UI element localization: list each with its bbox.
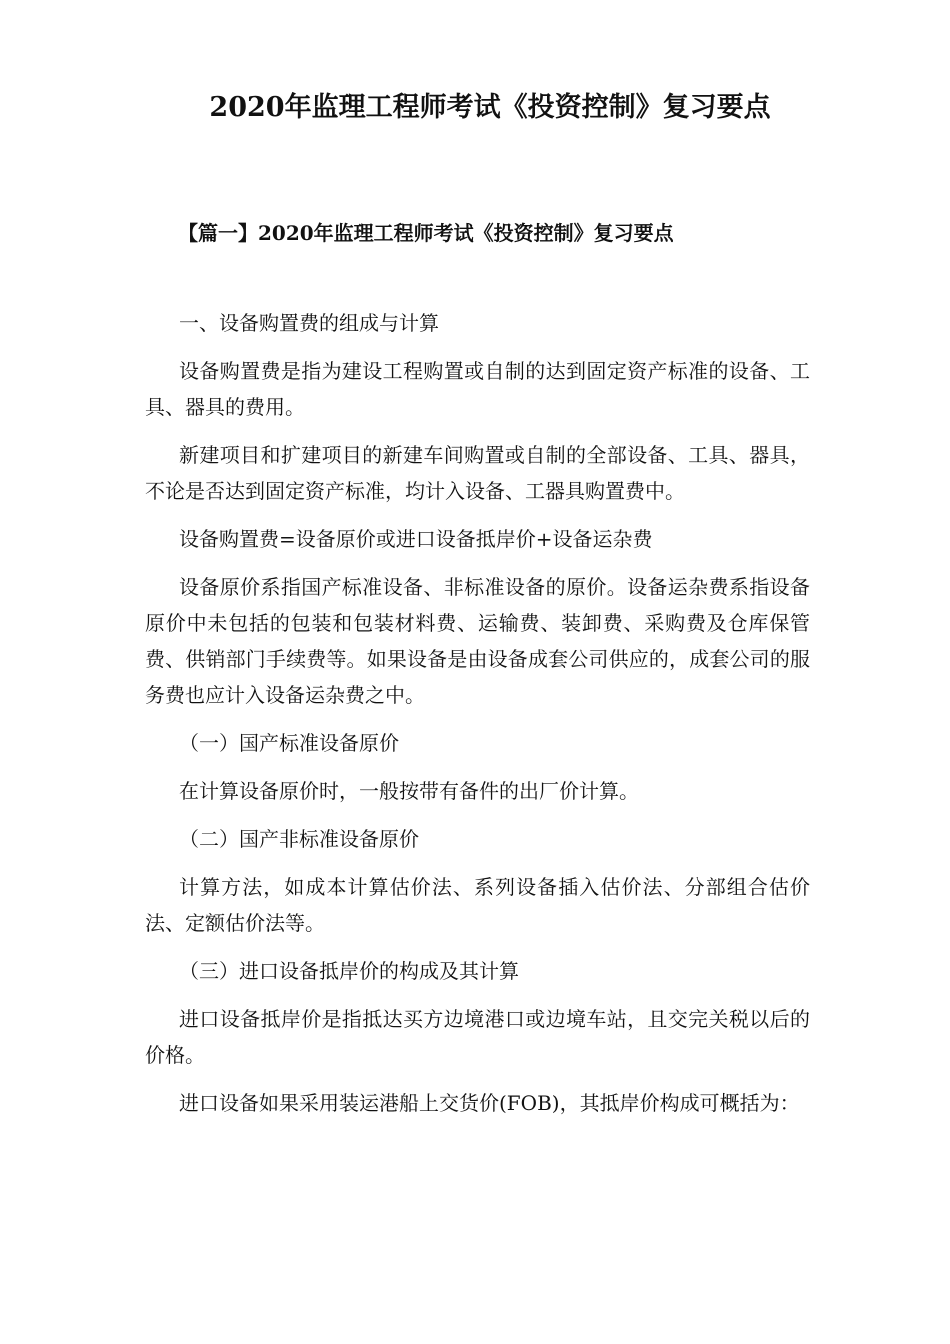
- subheading-import-price: （三）进口设备抵岸价的构成及其计算: [179, 959, 519, 983]
- formula-line: 设备购置费=设备原价或进口设备抵岸价+设备运杂费: [179, 527, 653, 551]
- paragraph: 设备原价系指国产标准设备、非标准设备的原价。设备运杂费系指设备原价中未包括的包装和包装材料费、运输费、装卸费、采购费及仓库保管费、供销部门手续费等。如果设备是由设备成套公司供应的，成套公司的服务费也应计入设备运杂费之中。: [145, 575, 810, 707]
- section-title: 【篇一】2020年监理工程师考试《投资控制》复习要点: [178, 221, 674, 245]
- subheading-domestic-nonstandard: （二）国产非标准设备原价: [179, 827, 419, 851]
- paragraph: 进口设备抵岸价是指抵达买方边境港口或边境车站，且交完关税以后的价格。: [145, 1007, 810, 1067]
- paragraph: 进口设备如果采用装运港船上交货价(FOB)，其抵岸价构成可概括为：: [179, 1091, 800, 1115]
- paragraph: 设备购置费是指为建设工程购置或自制的达到固定资产标准的设备、工具、器具的费用。: [145, 359, 810, 419]
- paragraph: 计算方法，如成本计算估价法、系列设备插入估价法、分部组合估价法、定额估价法等。: [145, 875, 810, 935]
- document-body: [145, 305, 810, 1133]
- paragraph: 新建项目和扩建项目的新建车间购置或自制的全部设备、工具、器具，不论是否达到固定资产标准，均计入设备、工器具购置费中。: [145, 443, 810, 503]
- document-title: 2020年监理工程师考试《投资控制》复习要点: [209, 92, 771, 123]
- paragraph: 在计算设备原价时，一般按带有备件的出厂价计算。: [179, 779, 639, 803]
- subheading-domestic-standard: （一）国产标准设备原价: [179, 731, 399, 755]
- heading-equipment-cost: 一、设备购置费的组成与计算: [179, 311, 439, 335]
